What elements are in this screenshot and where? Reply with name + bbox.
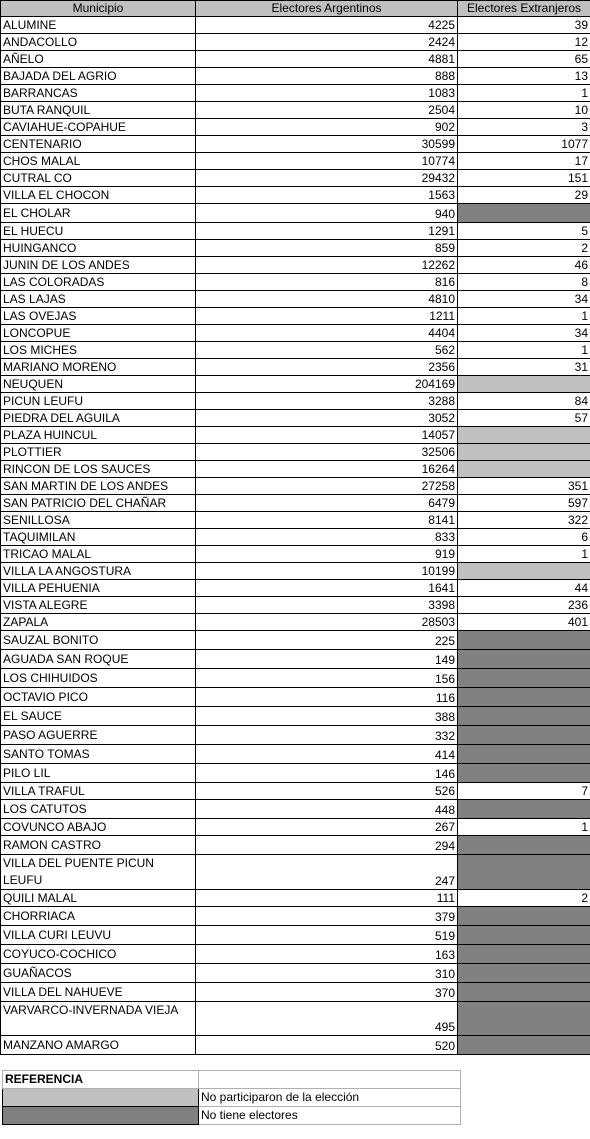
electores-argentinos-cell: 2356 <box>196 359 458 376</box>
electores-argentinos-cell: 2504 <box>196 102 458 119</box>
electores-extranjeros-cell <box>458 855 590 890</box>
table-row <box>1 444 590 461</box>
electores-argentinos-cell: 28503 <box>196 614 458 631</box>
electores-extranjeros-cell <box>458 800 590 819</box>
municipio-cell: TRICAO MALAL <box>1 546 196 563</box>
municipio-cell: PASO AGUERRE <box>1 726 196 745</box>
table-row <box>1 631 590 650</box>
electores-extranjeros-cell <box>458 461 590 478</box>
municipio-cell: VILLA EL CHOCON <box>1 187 196 204</box>
table-row <box>1 153 590 170</box>
electores-extranjeros-cell: 39 <box>458 17 590 34</box>
table-row <box>1 669 590 688</box>
electores-extranjeros-cell: 12 <box>458 34 590 51</box>
table-row <box>1 17 590 34</box>
table-row <box>1 410 590 427</box>
electores-argentinos-cell: 163 <box>196 945 458 964</box>
municipio-cell: PLOTTIER <box>1 444 196 461</box>
electores-extranjeros-cell <box>458 650 590 669</box>
municipio-cell: RINCON DE LOS SAUCES <box>1 461 196 478</box>
table-row <box>1 890 590 907</box>
table-row <box>1 223 590 240</box>
electores-argentinos-cell: 146 <box>196 764 458 783</box>
electores-extranjeros-cell <box>458 907 590 926</box>
table-row <box>1 68 590 85</box>
municipio-cell: JUNIN DE LOS ANDES <box>1 257 196 274</box>
electores-extranjeros-cell: 8 <box>458 274 590 291</box>
municipio-cell: EL CHOLAR <box>1 204 196 223</box>
electores-argentinos-cell: 1291 <box>196 223 458 240</box>
table-row <box>1 240 590 257</box>
electores-extranjeros-cell: 5 <box>458 223 590 240</box>
municipio-cell: EL HUECU <box>1 223 196 240</box>
electores-extranjeros-cell: 17 <box>458 153 590 170</box>
municipio-cell: LONCOPUE <box>1 325 196 342</box>
electores-argentinos-cell: 2424 <box>196 34 458 51</box>
electores-extranjeros-cell: 1 <box>458 85 590 102</box>
municipio-cell: HUINGANCO <box>1 240 196 257</box>
electores-argentinos-cell: 116 <box>196 688 458 707</box>
table-row <box>1 800 590 819</box>
table-row <box>1 325 590 342</box>
electores-argentinos-cell: 247 <box>196 855 458 890</box>
electores-extranjeros-cell <box>458 764 590 783</box>
electores-argentinos-cell: 10199 <box>196 563 458 580</box>
electores-argentinos-cell: 30599 <box>196 136 458 153</box>
table-row <box>1 359 590 376</box>
electores-extranjeros-cell <box>458 707 590 726</box>
electores-argentinos-cell: 902 <box>196 119 458 136</box>
legend-label-not-participated: No participaron de la elección <box>199 1089 461 1107</box>
electores-argentinos-cell: 414 <box>196 745 458 764</box>
electores-extranjeros-cell <box>458 563 590 580</box>
electores-argentinos-cell: 6479 <box>196 495 458 512</box>
electores-argentinos-cell: 940 <box>196 204 458 223</box>
municipio-cell: PICUN LEUFU <box>1 393 196 410</box>
municipio-cell: COYUCO-COCHICO <box>1 945 196 964</box>
legend-label-no-electors: No tiene electores <box>199 1107 461 1125</box>
table-row <box>1 51 590 68</box>
table-row <box>1 274 590 291</box>
table-row <box>1 819 590 836</box>
table-row <box>1 136 590 153</box>
electores-extranjeros-cell: 34 <box>458 291 590 308</box>
electores-extranjeros-cell: 151 <box>458 170 590 187</box>
electores-argentinos-cell: 267 <box>196 819 458 836</box>
municipio-cell: MARIANO MORENO <box>1 359 196 376</box>
municipio-cell: VILLA PEHUENIA <box>1 580 196 597</box>
municipio-cell: PILO LIL <box>1 764 196 783</box>
municipio-cell: SAN MARTIN DE LOS ANDES <box>1 478 196 495</box>
electores-extranjeros-cell <box>458 945 590 964</box>
electores-extranjeros-cell <box>458 444 590 461</box>
electores-argentinos-cell: 3398 <box>196 597 458 614</box>
municipio-cell: CHORRIACA <box>1 907 196 926</box>
table-row <box>1 745 590 764</box>
municipio-cell: LAS LAJAS <box>1 291 196 308</box>
electores-extranjeros-cell <box>458 427 590 444</box>
electores-argentinos-cell: 4225 <box>196 17 458 34</box>
electores-argentinos-cell: 332 <box>196 726 458 745</box>
table-row <box>1 855 590 890</box>
header-electores-extranjeros: Electores Extranjeros <box>458 1 590 17</box>
electores-argentinos-cell: 448 <box>196 800 458 819</box>
municipio-cell: LAS OVEJAS <box>1 308 196 325</box>
electores-extranjeros-cell: 46 <box>458 257 590 274</box>
municipio-cell: AÑELO <box>1 51 196 68</box>
electores-argentinos-cell: 294 <box>196 836 458 855</box>
municipio-cell: SANTO TOMAS <box>1 745 196 764</box>
electores-argentinos-cell: 495 <box>196 1002 458 1036</box>
electores-extranjeros-cell <box>458 726 590 745</box>
municipio-cell: SAN PATRICIO DEL CHAÑAR <box>1 495 196 512</box>
municipio-cell: LOS CATUTOS <box>1 800 196 819</box>
electores-extranjeros-cell: 10 <box>458 102 590 119</box>
municipio-cell: LOS CHIHUIDOS <box>1 669 196 688</box>
electores-argentinos-cell: 520 <box>196 1036 458 1055</box>
header-municipio: Municipio <box>1 1 196 17</box>
electores-extranjeros-cell: 44 <box>458 580 590 597</box>
electores-argentinos-cell: 10774 <box>196 153 458 170</box>
electores-extranjeros-cell: 7 <box>458 783 590 800</box>
electores-extranjeros-cell: 57 <box>458 410 590 427</box>
electores-extranjeros-cell <box>458 836 590 855</box>
table-row <box>1 907 590 926</box>
table-row <box>1 1002 590 1036</box>
municipio-cell: VILLA CURI LEUVU <box>1 926 196 945</box>
electores-extranjeros-cell: 1 <box>458 819 590 836</box>
electores-argentinos-cell: 3288 <box>196 393 458 410</box>
electores-argentinos-cell: 1211 <box>196 308 458 325</box>
electores-extranjeros-cell: 6 <box>458 529 590 546</box>
electores-argentinos-cell: 833 <box>196 529 458 546</box>
electores-extranjeros-cell: 31 <box>458 359 590 376</box>
electores-argentinos-cell: 156 <box>196 669 458 688</box>
municipio-cell: CHOS MALAL <box>1 153 196 170</box>
table-body <box>1 17 590 1055</box>
municipio-cell: QUILI MALAL <box>1 890 196 907</box>
municipio-cell: BAJADA DEL AGRIO <box>1 68 196 85</box>
municipio-cell: NEUQUEN <box>1 376 196 393</box>
municipio-cell: GUAÑACOS <box>1 964 196 983</box>
municipio-cell: CUTRAL CO <box>1 170 196 187</box>
table-row <box>1 342 590 359</box>
municipio-cell: EL SAUCE <box>1 707 196 726</box>
electores-extranjeros-cell: 2 <box>458 240 590 257</box>
table-row <box>1 650 590 669</box>
electores-argentinos-cell: 310 <box>196 964 458 983</box>
table-row <box>1 119 590 136</box>
table-row <box>1 926 590 945</box>
electores-argentinos-cell: 225 <box>196 631 458 650</box>
municipio-cell: VILLA LA ANGOSTURA <box>1 563 196 580</box>
table-row <box>1 546 590 563</box>
electores-extranjeros-cell: 84 <box>458 393 590 410</box>
municipio-cell: PIEDRA DEL AGUILA <box>1 410 196 427</box>
electores-argentinos-cell: 14057 <box>196 427 458 444</box>
table-row <box>1 726 590 745</box>
electores-extranjeros-cell: 351 <box>458 478 590 495</box>
municipio-cell: ALUMINE <box>1 17 196 34</box>
electores-extranjeros-cell: 1 <box>458 546 590 563</box>
electores-extranjeros-cell <box>458 926 590 945</box>
electores-argentinos-cell: 8141 <box>196 512 458 529</box>
table-row <box>1 461 590 478</box>
electores-extranjeros-cell: 29 <box>458 187 590 204</box>
table-row <box>1 614 590 631</box>
electores-extranjeros-cell: 322 <box>458 512 590 529</box>
electores-extranjeros-cell: 1 <box>458 308 590 325</box>
header-electores-argentinos: Electores Argentinos <box>196 1 458 17</box>
electores-argentinos-cell: 379 <box>196 907 458 926</box>
electores-argentinos-cell: 27258 <box>196 478 458 495</box>
electores-argentinos-cell: 816 <box>196 274 458 291</box>
electores-extranjeros-cell: 1 <box>458 342 590 359</box>
electores-extranjeros-cell <box>458 688 590 707</box>
table-row <box>1 964 590 983</box>
electores-extranjeros-cell <box>458 964 590 983</box>
table-row <box>1 512 590 529</box>
municipio-cell: PLAZA HUINCUL <box>1 427 196 444</box>
table-row <box>1 102 590 119</box>
table-row <box>1 187 590 204</box>
table-row <box>1 529 590 546</box>
electores-extranjeros-cell <box>458 631 590 650</box>
legend-title-blank <box>199 1071 461 1089</box>
table-row <box>1 1036 590 1055</box>
municipio-cell: VILLA DEL NAHUEVE <box>1 983 196 1002</box>
electores-argentinos-cell: 919 <box>196 546 458 563</box>
table-row <box>1 204 590 223</box>
electores-extranjeros-cell <box>458 204 590 223</box>
municipio-cell: TAQUIMILAN <box>1 529 196 546</box>
electores-argentinos-cell: 4404 <box>196 325 458 342</box>
municipio-cell: VILLA DEL PUENTE PICUN LEUFU <box>1 855 196 890</box>
table-row <box>1 393 590 410</box>
electores-argentinos-cell: 859 <box>196 240 458 257</box>
electores-extranjeros-cell <box>458 1002 590 1036</box>
table-row <box>1 707 590 726</box>
table-row <box>1 478 590 495</box>
table-row <box>1 945 590 964</box>
table-row <box>1 983 590 1002</box>
municipio-cell: RAMON CASTRO <box>1 836 196 855</box>
municipio-cell: ANDACOLLO <box>1 34 196 51</box>
electores-extranjeros-cell <box>458 1036 590 1055</box>
municipio-cell: AGUADA SAN ROQUE <box>1 650 196 669</box>
electores-extranjeros-cell: 1077 <box>458 136 590 153</box>
legend-table <box>2 1070 461 1125</box>
electores-argentinos-cell: 562 <box>196 342 458 359</box>
electores-argentinos-cell: 4881 <box>196 51 458 68</box>
header-row <box>1 1 590 17</box>
table-row <box>1 427 590 444</box>
electores-argentinos-cell: 1641 <box>196 580 458 597</box>
electores-argentinos-cell: 32506 <box>196 444 458 461</box>
electores-extranjeros-cell: 34 <box>458 325 590 342</box>
table-row <box>1 563 590 580</box>
municipio-cell: BUTA RANQUIL <box>1 102 196 119</box>
electores-argentinos-cell: 370 <box>196 983 458 1002</box>
table-row <box>1 783 590 800</box>
electores-argentinos-cell: 1563 <box>196 187 458 204</box>
table-row <box>1 308 590 325</box>
electores-argentinos-cell: 16264 <box>196 461 458 478</box>
electores-extranjeros-cell <box>458 745 590 764</box>
electores-argentinos-cell: 3052 <box>196 410 458 427</box>
municipio-cell: OCTAVIO PICO <box>1 688 196 707</box>
electores-extranjeros-cell: 65 <box>458 51 590 68</box>
table-row <box>1 291 590 308</box>
electores-argentinos-cell: 149 <box>196 650 458 669</box>
electores-extranjeros-cell <box>458 669 590 688</box>
electores-argentinos-cell: 12262 <box>196 257 458 274</box>
table-row <box>1 34 590 51</box>
electores-extranjeros-cell: 2 <box>458 890 590 907</box>
electores-extranjeros-cell: 401 <box>458 614 590 631</box>
table-row <box>1 764 590 783</box>
municipio-cell: CAVIAHUE-COPAHUE <box>1 119 196 136</box>
table-row <box>1 85 590 102</box>
electores-argentinos-cell: 4810 <box>196 291 458 308</box>
electores-extranjeros-cell: 236 <box>458 597 590 614</box>
table-row <box>1 257 590 274</box>
electores-extranjeros-cell: 597 <box>458 495 590 512</box>
municipio-cell: SENILLOSA <box>1 512 196 529</box>
table-row <box>1 170 590 187</box>
electores-extranjeros-cell: 13 <box>458 68 590 85</box>
electores-argentinos-cell: 888 <box>196 68 458 85</box>
electores-extranjeros-cell: 3 <box>458 119 590 136</box>
table-row <box>1 688 590 707</box>
legend-swatch-light <box>3 1089 199 1107</box>
electores-argentinos-cell: 204169 <box>196 376 458 393</box>
municipio-cell: VARVARCO-INVERNADA VIEJA <box>1 1002 196 1036</box>
electores-argentinos-cell: 526 <box>196 783 458 800</box>
electores-extranjeros-cell <box>458 376 590 393</box>
municipio-cell: VILLA TRAFUL <box>1 783 196 800</box>
table-row <box>1 495 590 512</box>
legend-title: REFERENCIA <box>3 1071 199 1089</box>
electores-argentinos-cell: 388 <box>196 707 458 726</box>
municipio-cell: CENTENARIO <box>1 136 196 153</box>
electores-extranjeros-cell <box>458 983 590 1002</box>
electores-argentinos-cell: 519 <box>196 926 458 945</box>
electores-argentinos-cell: 29432 <box>196 170 458 187</box>
municipio-cell: VISTA ALEGRE <box>1 597 196 614</box>
municipio-cell: SAUZAL BONITO <box>1 631 196 650</box>
municipio-cell: ZAPALA <box>1 614 196 631</box>
municipio-cell: MANZANO AMARGO <box>1 1036 196 1055</box>
municipio-cell: BARRANCAS <box>1 85 196 102</box>
table-row <box>1 376 590 393</box>
electores-argentinos-cell: 1083 <box>196 85 458 102</box>
electores-argentinos-cell: 111 <box>196 890 458 907</box>
table-row <box>1 597 590 614</box>
municipio-cell: LOS MICHES <box>1 342 196 359</box>
legend-swatch-dark <box>3 1107 199 1125</box>
municipio-cell: LAS COLORADAS <box>1 274 196 291</box>
table-row <box>1 580 590 597</box>
municipio-cell: COVUNCO ABAJO <box>1 819 196 836</box>
table-row <box>1 836 590 855</box>
